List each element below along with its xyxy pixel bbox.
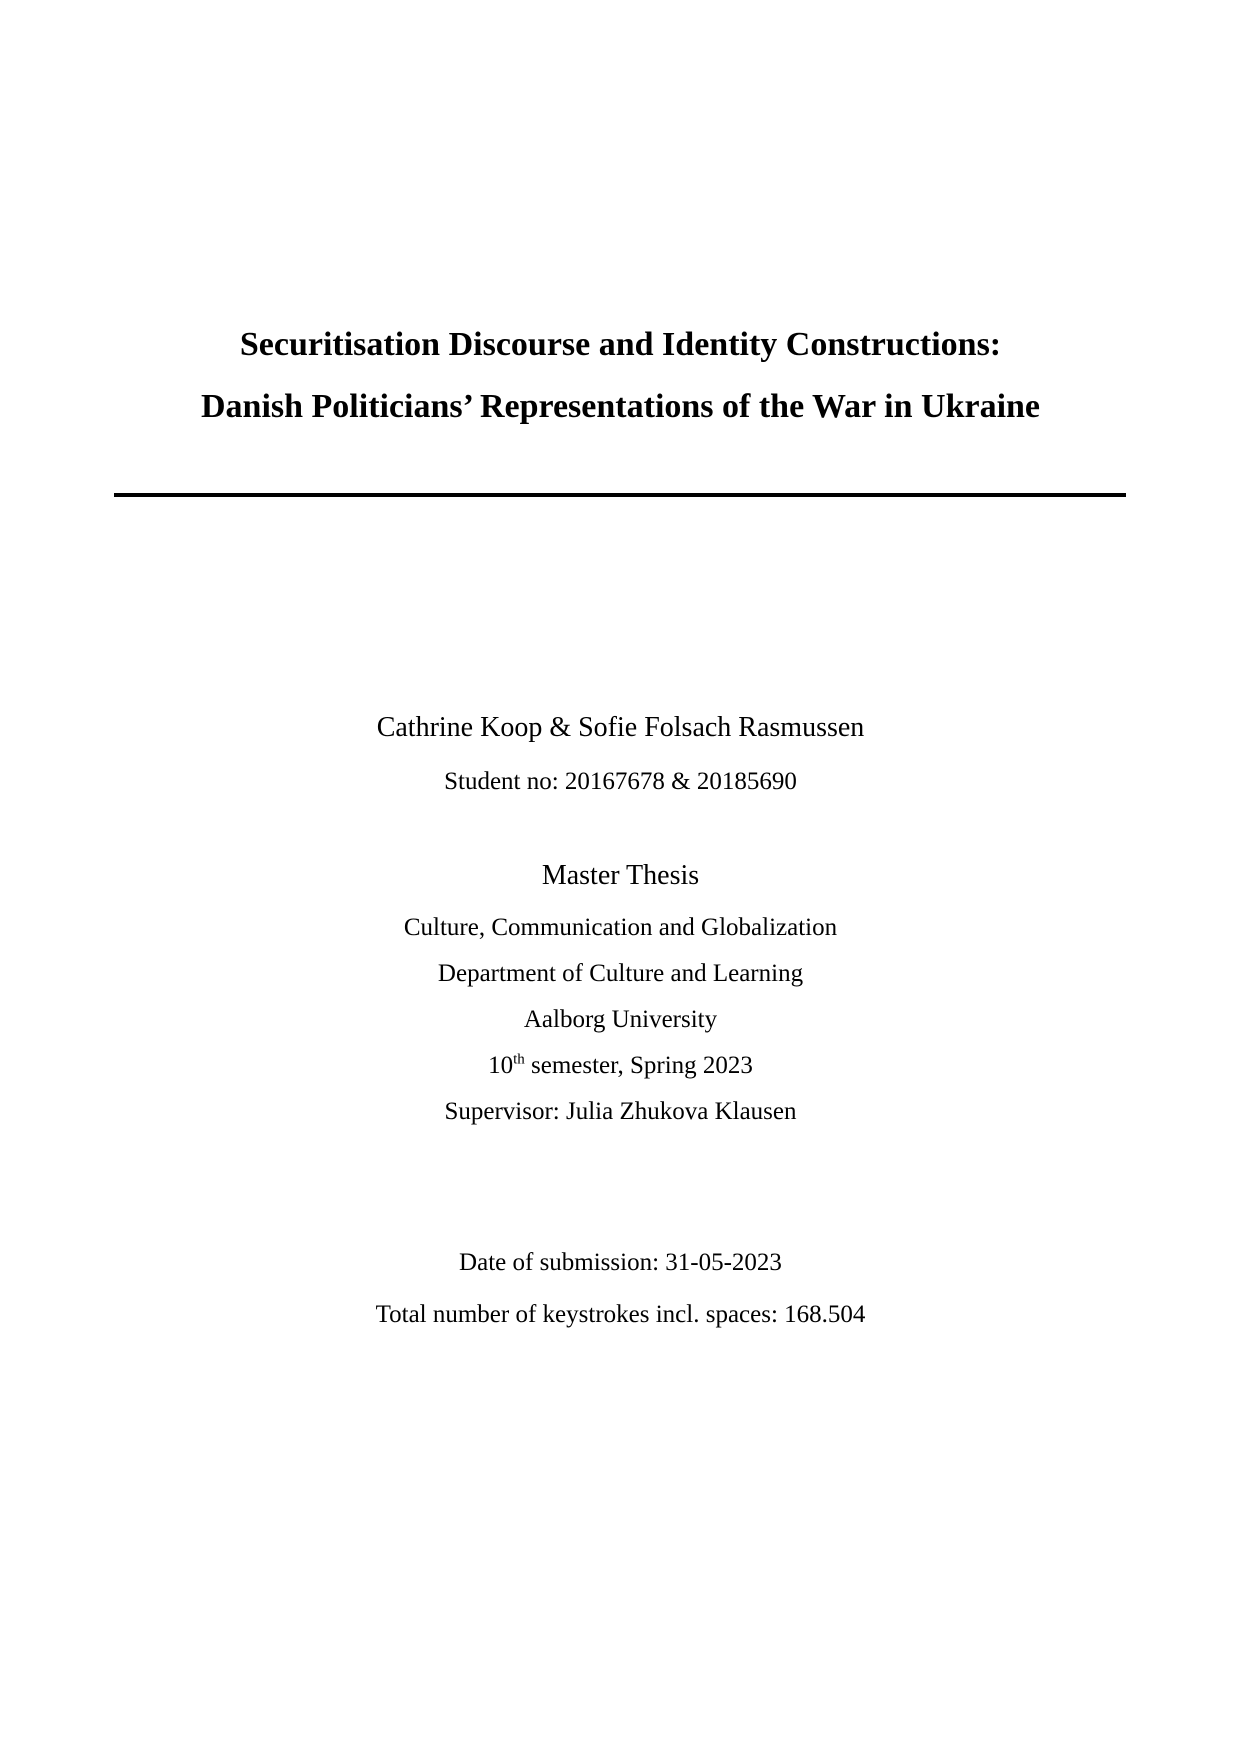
semester-line [0, 1050, 1241, 1081]
thesis-title-line-1: Securitisation Discourse and Identity Constructions: [239, 326, 1002, 363]
semester-text: semester, Spring 2023 [524, 1052, 753, 1079]
submission-date: Date of submission: 31-05-2023 [459, 1249, 782, 1276]
horizontal-rule [114, 493, 1126, 497]
student-numbers: Student no: 20167678 & 20185690 [444, 768, 797, 795]
programme-name: Culture, Communication and Globalization [403, 914, 838, 941]
authors-names: Cathrine Koop & Sofie Folsach Rasmussen [376, 712, 865, 743]
semester-ordinal-suffix: th [513, 1051, 525, 1068]
university-name: Aalborg University [523, 1006, 718, 1033]
supervisor-line: Supervisor: Julia Zhukova Klausen [444, 1098, 797, 1125]
semester-number: 10 [488, 1052, 514, 1079]
keystroke-count: Total number of keystrokes incl. spaces: 168.504 [375, 1301, 866, 1328]
department-name: Department of Culture and Learning [437, 960, 804, 987]
thesis-title-line-2: Danish Politicians’ Representations of the War in Ukraine [200, 388, 1041, 425]
degree-type: Master Thesis [541, 860, 700, 891]
